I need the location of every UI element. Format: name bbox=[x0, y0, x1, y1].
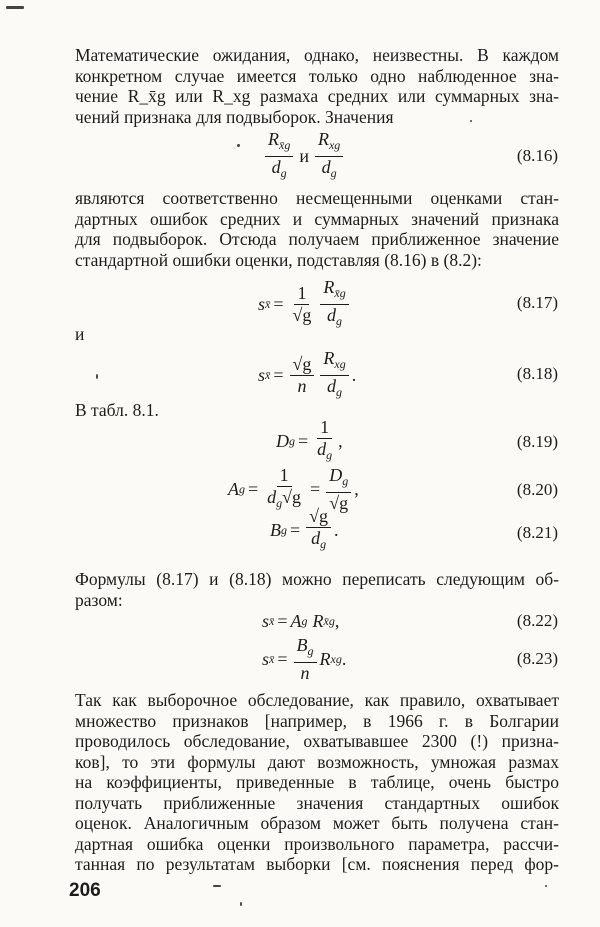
equation-8-22: s x̄ = A g R x̄g , (8.22) bbox=[262, 611, 558, 631]
text-line: Формулы (8.17) и (8.18) можно переписать следующим об- bbox=[75, 569, 559, 589]
text-line: чение R_x̄g или R_xg размаха средних или суммарных зна- bbox=[75, 86, 559, 106]
text-line: для подвыборок. Отсюда получаем приближенное значение bbox=[75, 229, 559, 249]
print-speck bbox=[545, 885, 547, 887]
print-speck bbox=[96, 374, 98, 379]
equation-number: (8.17) bbox=[516, 293, 558, 312]
text-line: дартных ошибок средних и суммарных значений признака bbox=[75, 208, 559, 229]
paragraph-estimates bbox=[75, 188, 559, 270]
page-number: 206 bbox=[69, 880, 101, 901]
equation-number: (8.19) bbox=[516, 432, 558, 451]
conjunction: и bbox=[299, 146, 309, 166]
equation-8-20: A g = $\frac{1}{d_g√g}$ = $\frac{D_g}{√g}$ , (8.20) bbox=[228, 465, 558, 513]
text-line: чений признака для подвыборок. Значения bbox=[75, 106, 394, 127]
fraction: $\frac{1}{d_g}$ bbox=[317, 417, 333, 462]
print-speck bbox=[240, 902, 242, 906]
fraction: $\frac{1}{√g}$ bbox=[292, 283, 312, 325]
text-line: конкретном случае имеется только одно наблюденное зна- bbox=[75, 65, 559, 86]
fraction: $\frac{B_g}{n}$ bbox=[294, 636, 317, 683]
text-line: разом: bbox=[75, 589, 123, 610]
equation-8-16 bbox=[0, 130, 600, 180]
text-line: являются соответственно несмещенными оценками стан- bbox=[75, 188, 559, 208]
text-line: танная по результатам выборки [см. пояснения перед фор- bbox=[75, 854, 559, 874]
text-line: получать приближенные значения стандартных ошибок bbox=[75, 792, 559, 813]
print-speck bbox=[6, 6, 24, 9]
text-line: Так как выборочное обследование, как правило, охватывает bbox=[75, 690, 559, 710]
equation-8-17: s x̄ = $\frac{1}{√g}$ $\frac{R_{x̄g}}{d_g}$ (8.17) bbox=[0, 278, 600, 328]
paragraph-conclusion bbox=[75, 690, 559, 875]
equation-8-23: s x̄ = $\frac{B_g}{n}$ R xg . (8.23) bbox=[262, 635, 558, 683]
text-line: оценок. Аналогичным образом может быть получена стан- bbox=[75, 813, 559, 833]
equation-number: (8.22) bbox=[516, 611, 558, 630]
print-speck bbox=[470, 120, 472, 122]
fraction: $\frac{√g}{d_g}$ bbox=[306, 507, 331, 554]
fraction: $\frac{R_{x̄g}}{d_g}$ bbox=[320, 278, 348, 331]
print-speck bbox=[237, 144, 240, 147]
equation-number: (8.23) bbox=[516, 649, 558, 668]
conjunction-label: и bbox=[75, 324, 85, 344]
text-line: Математические ожидания, однако, неизвестны. В каждом bbox=[75, 45, 559, 65]
fraction: $\frac{R_{xg}}{d_g}$ bbox=[315, 130, 343, 183]
text-line: множество признаков [например, в 1966 г. в Болгарии bbox=[75, 710, 559, 731]
equation-8-19: D g = $\frac{1}{d_g}$ , (8.19) bbox=[0, 418, 600, 468]
equation-number: (8.21) bbox=[516, 523, 558, 542]
fraction: $\frac{D_g}{√g}$ bbox=[326, 466, 351, 513]
text-line: ков], то эти формулы дают возможность, умножая размах bbox=[75, 751, 559, 772]
fraction: $\frac{R_{xg}}{d_g}$ bbox=[320, 349, 348, 402]
fraction: $\frac{R_{x̄g}}{d_g}$ bbox=[265, 130, 293, 183]
equation-number: (8.16) bbox=[516, 146, 558, 165]
text-line: стандартной ошибки оценки, подставляя (8.16) в (8.2): bbox=[75, 249, 482, 270]
equation-8-21: B g = $\frac{√g}{d_g}$ . (8.21) bbox=[0, 507, 600, 557]
fraction: $\frac{1}{d_g√g}$ bbox=[267, 465, 302, 510]
text-line: проводилось обследование, охватывавшее 2300 (!) призна- bbox=[75, 731, 559, 751]
fraction: $\frac{√g}{n}$ bbox=[290, 355, 315, 396]
print-speck bbox=[213, 885, 221, 887]
equation-8-18: s x̄ = $\frac{√g}{n}$ $\frac{R_{xg}}{d_g}$ . (8.18) bbox=[0, 349, 600, 399]
text-line: на коэффициенты, приведенные в таблице, очень быстро bbox=[75, 772, 559, 792]
table-reference: В табл. 8.1. bbox=[75, 400, 159, 420]
equation-number: (8.18) bbox=[516, 364, 558, 383]
paragraph-intro bbox=[75, 45, 559, 127]
text-line: дартная ошибка оценки произвольного параметра, рассчи- bbox=[75, 833, 559, 854]
equation-number: (8.20) bbox=[516, 480, 558, 499]
paragraph-rewrite bbox=[75, 569, 559, 610]
